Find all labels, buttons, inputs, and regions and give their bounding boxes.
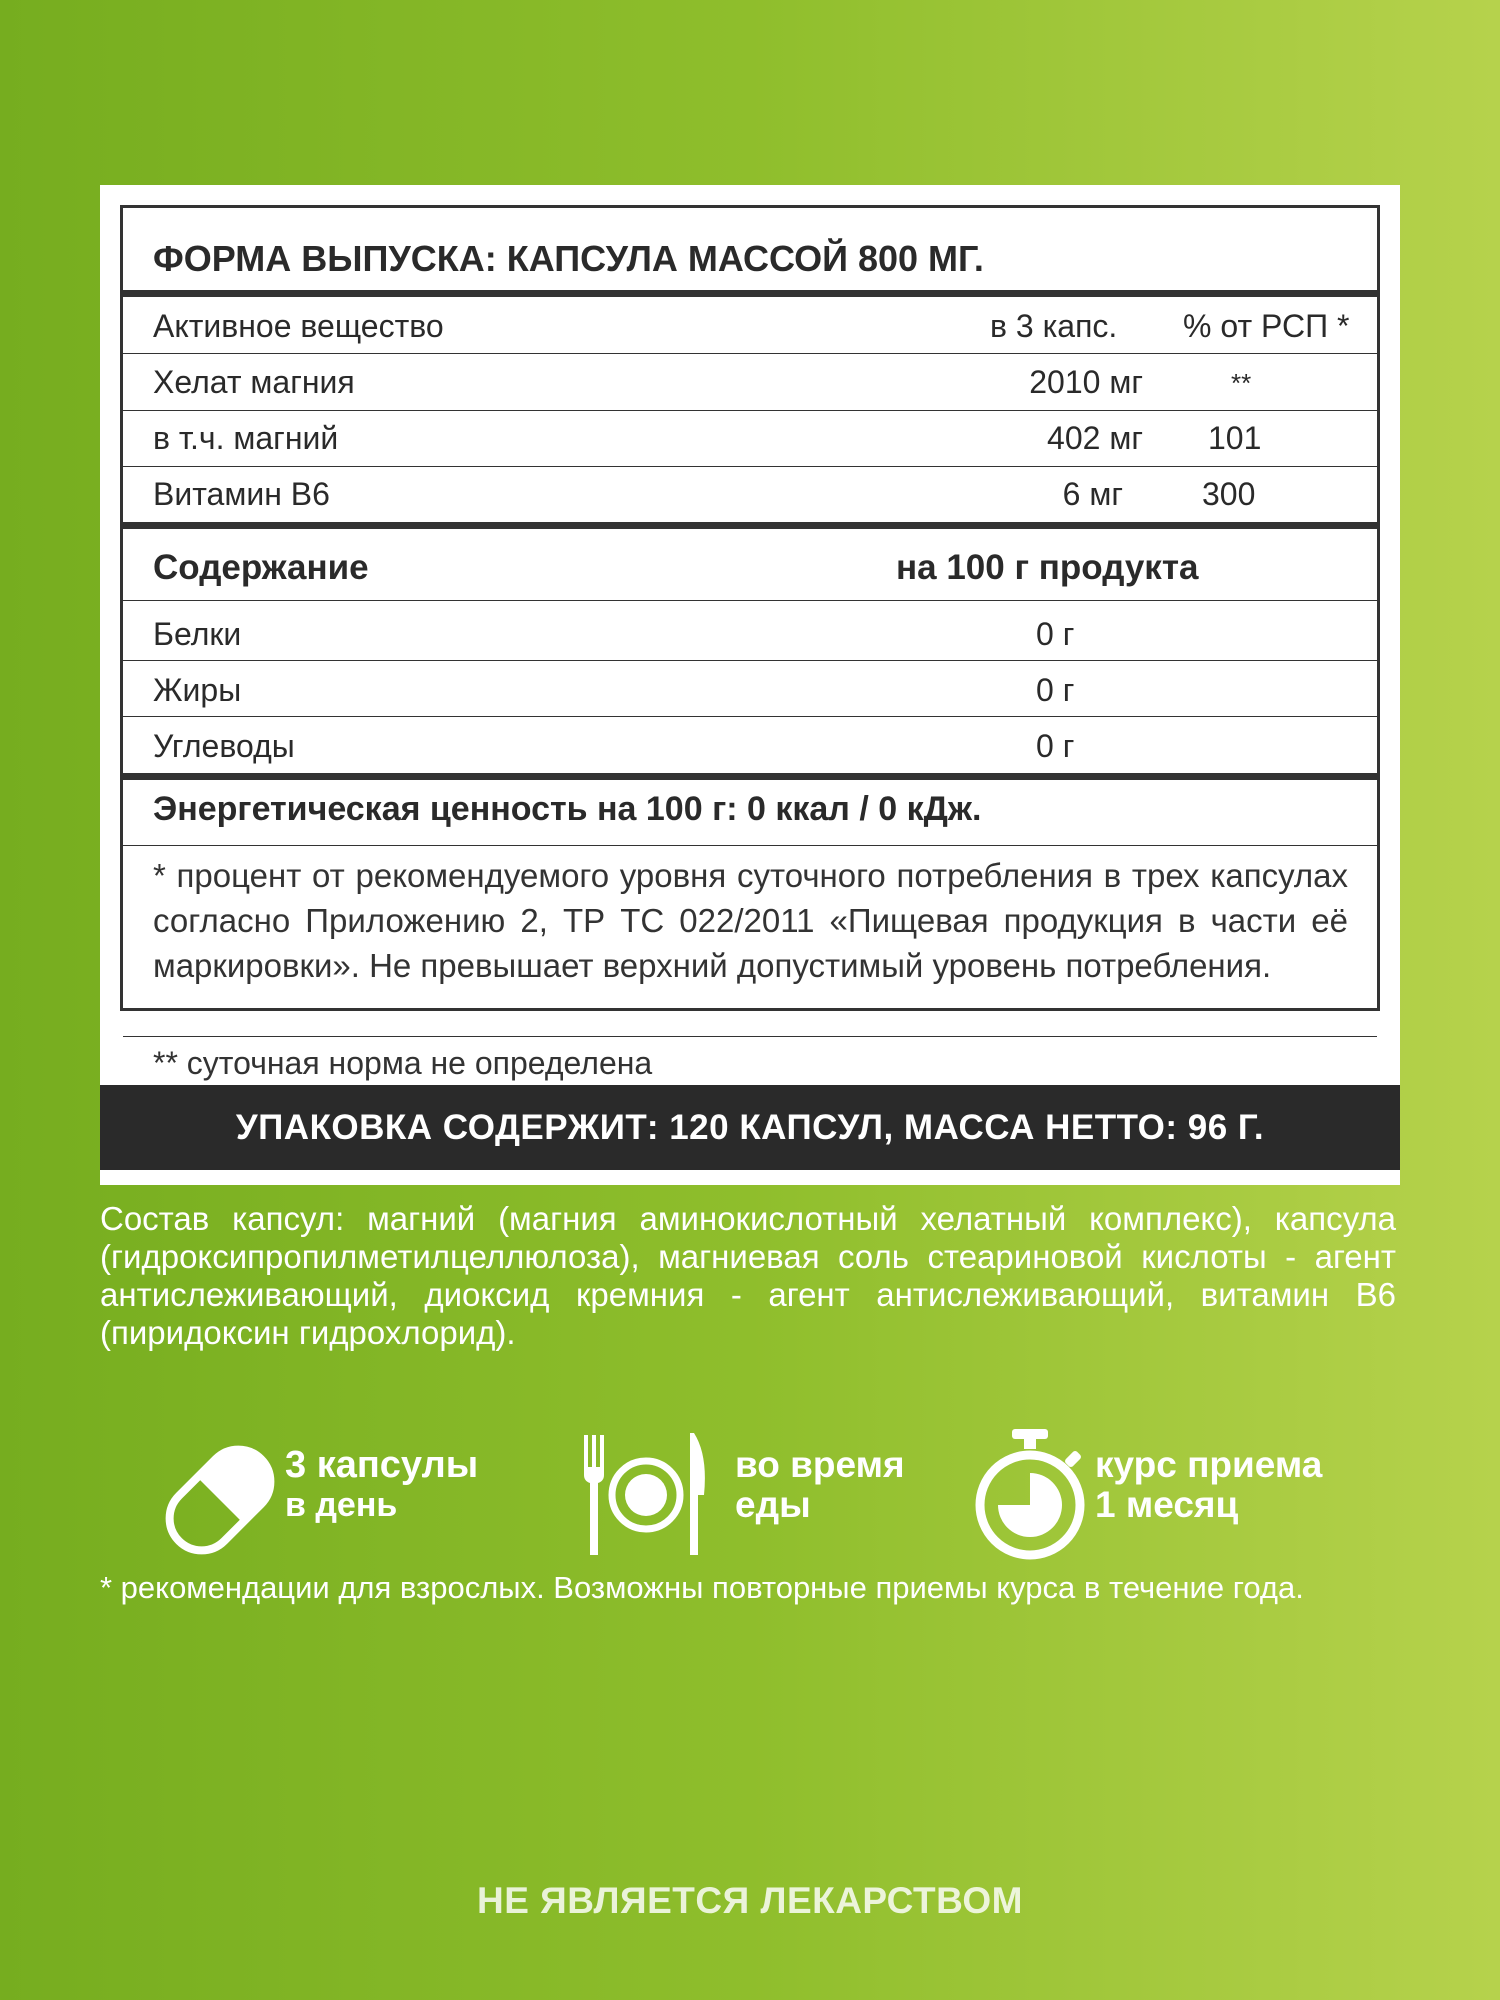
content-row-name: Белки — [153, 616, 242, 652]
content-row-name: Жиры — [153, 672, 242, 708]
active-header-name: Активное вещество — [153, 308, 444, 344]
active-row-name: Витамин В6 — [153, 476, 330, 512]
active-row-name: в т.ч. магний — [153, 420, 339, 456]
divider — [123, 1036, 1377, 1037]
content-row-value: 0 г — [1036, 672, 1075, 708]
active-header-dose: в 3 капс. — [990, 308, 1118, 344]
active-row-dose: 6 мг — [1062, 476, 1123, 512]
content-row-value: 0 г — [1036, 728, 1075, 764]
nutrition-table — [120, 205, 1380, 1081]
content-header-name: Содержание — [153, 548, 369, 587]
divider — [123, 716, 1377, 717]
divider — [123, 660, 1377, 661]
capsule-icon — [150, 1430, 290, 1575]
divider — [123, 845, 1377, 846]
divider — [123, 773, 1377, 780]
content-row-value: 0 г — [1036, 616, 1075, 652]
active-row-pct: ** — [1231, 368, 1252, 398]
active-row-pct: 300 — [1202, 476, 1256, 512]
active-row-dose: 2010 мг — [1029, 364, 1143, 400]
footnote-rsp: * процент от рекомендуемого уровня суточного потребления в трех капсулах согласно Приложению 2, ТР ТС 022/2011 «Пищевая продукция в части её маркировки». Не превышает верхний допустимый уровень потребления. — [153, 857, 1348, 984]
recommendation-note: * рекомендации для взрослых. Возможны повторные приемы курса в течение года. — [100, 1570, 1304, 1605]
usage-dose-label — [285, 1445, 478, 1525]
usage-course-line2: 1 месяц — [1095, 1484, 1239, 1525]
usage-timing-line1: во время — [735, 1444, 905, 1485]
content-row-name: Углеводы — [153, 728, 295, 764]
usage-course-label — [1095, 1445, 1322, 1525]
usage-dose-line2: в день — [285, 1486, 398, 1524]
usage-course-line1: курс приема — [1095, 1444, 1323, 1485]
active-header-pct: % от РСП * — [1183, 308, 1350, 344]
divider — [123, 410, 1377, 411]
not-a-medicine-disclaimer: НЕ ЯВЛЯЕТСЯ ЛЕКАРСТВОМ — [476, 1880, 1023, 1921]
active-row-dose: 402 мг — [1047, 420, 1143, 456]
package-contents-bar: УПАКОВКА СОДЕРЖИТ: 120 КАПСУЛ, МАССА НЕТТО: 96 Г. — [100, 1085, 1400, 1170]
divider — [123, 353, 1377, 354]
content-header-per: на 100 г продукта — [896, 548, 1199, 587]
release-form-title: ФОРМА ВЫПУСКА: КАПСУЛА МАССОЙ 800 МГ. — [153, 238, 984, 279]
footnote-norm: ** суточная норма не определена — [153, 1045, 653, 1081]
active-row-name: Хелат магния — [153, 364, 355, 400]
divider — [123, 290, 1377, 297]
active-row-pct: 101 — [1208, 420, 1262, 456]
energy-value: Энергетическая ценность на 100 г: 0 ккал / 0 кДж. — [153, 790, 982, 828]
plate-cutlery-icon — [580, 1425, 715, 1570]
stopwatch-icon — [970, 1425, 1090, 1570]
divider — [123, 466, 1377, 467]
nutrition-label-panel — [100, 185, 1400, 1185]
usage-timing-label — [735, 1445, 905, 1525]
divider — [123, 522, 1377, 529]
composition-text: Состав капсул: магний (магния аминокислотный хелатный комплекс), капсула (гидроксипропилметилцеллюлоза), магниевая соль стеариновой кислоты - агент антислеживающий, диоксид кремния - агент антислеживающий, витамин В6 (пиридоксин гидрохлорид). — [100, 1200, 1396, 1351]
divider — [123, 600, 1377, 601]
usage-dose-line1: 3 капсулы — [285, 1444, 479, 1486]
usage-timing-line2: еды — [735, 1484, 811, 1525]
